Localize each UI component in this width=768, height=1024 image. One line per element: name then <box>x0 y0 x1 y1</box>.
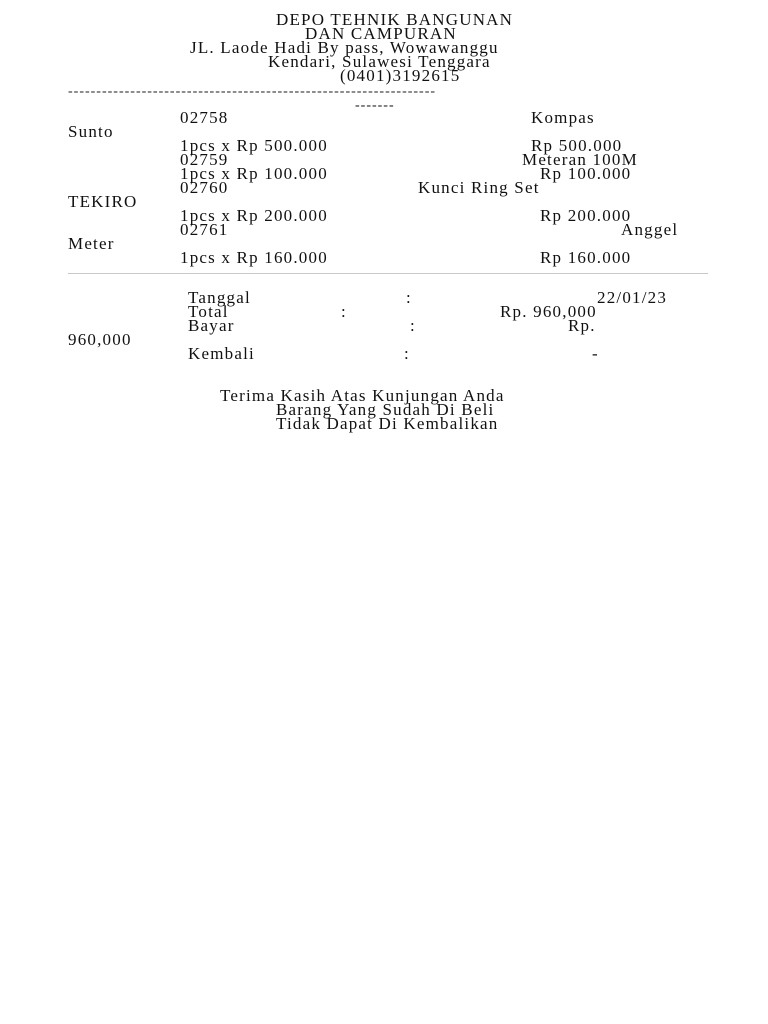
pay-label: Bayar <box>188 316 235 335</box>
store-name: DEPO TEHNIK BANGUNAN <box>276 10 514 29</box>
item-name-wrap: Meter <box>68 234 115 253</box>
date-label: Tanggal <box>188 288 251 307</box>
separator-line <box>68 273 708 274</box>
item-qty-price: 1pcs x Rp 200.000 <box>180 206 328 225</box>
store-city: Kendari, Sulawesi Tenggara <box>268 52 491 71</box>
item-qty-price: 1pcs x Rp 500.000 <box>180 136 328 155</box>
footer-note: Barang Yang Sudah Di Beli <box>276 400 495 419</box>
item-code: 02758 <box>180 108 229 127</box>
item-subtotal: Rp 160.000 <box>540 248 632 267</box>
date-value: 22/01/23 <box>597 288 668 307</box>
date-colon: : <box>406 288 412 307</box>
store-phone: (0401)3192615 <box>340 66 461 85</box>
footer-note: Tidak Dapat Di Kembalikan <box>276 414 499 433</box>
item-subtotal: Rp 200.000 <box>540 206 632 225</box>
item-code: 02759 <box>180 150 229 169</box>
dashed-divider: ----------------------------------------------------------------- <box>68 85 437 99</box>
total-value: Rp. 960,000 <box>500 302 597 321</box>
total-colon: : <box>341 302 347 321</box>
item-qty-price: 1pcs x Rp 100.000 <box>180 164 328 183</box>
footer-thanks: Terima Kasih Atas Kunjungan Anda <box>220 386 505 405</box>
change-label: Kembali <box>188 344 255 363</box>
item-name: Kunci Ring Set <box>418 178 540 197</box>
item-name: Meteran 100M <box>522 150 638 169</box>
item-code: 02761 <box>180 220 229 239</box>
dashed-divider-wrap: ------- <box>355 98 395 113</box>
item-name-wrap: TEKIRO <box>68 192 138 211</box>
item-subtotal: Rp 500.000 <box>531 136 623 155</box>
pay-value: Rp. <box>568 316 596 335</box>
item-code: 02760 <box>180 178 229 197</box>
item-name-wrap: Sunto <box>68 122 114 141</box>
total-label: Total <box>188 302 229 321</box>
pay-colon: : <box>410 316 416 335</box>
change-colon: : <box>404 344 410 363</box>
store-address: JL. Laode Hadi By pass, Wowawanggu <box>190 38 499 57</box>
pay-value-wrap: 960,000 <box>68 330 132 349</box>
item-name: Anggel <box>621 220 679 239</box>
item-qty-price: 1pcs x Rp 160.000 <box>180 248 328 267</box>
store-subtitle: DAN CAMPURAN <box>305 24 457 43</box>
change-value: - <box>592 344 599 363</box>
item-name: Kompas <box>531 108 595 127</box>
item-subtotal: Rp 100.000 <box>540 164 632 183</box>
